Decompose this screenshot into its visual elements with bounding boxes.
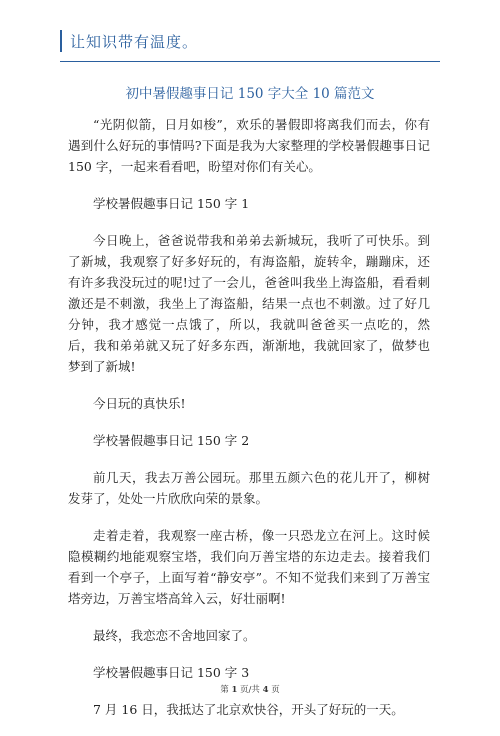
- paragraph: 今日玩的真快乐!: [93, 396, 186, 411]
- footer-total-pages: 4: [262, 685, 269, 695]
- paragraph: 今日晚上，爸爸说带我和弟弟去新城玩，我听了可快乐。到了新城，我观察了好多好玩的，有海盗船，旋转伞，蹦蹦床，还有许多我没玩过的呢!过了一会儿，爸爸叫我坐上海盗船，看看刺激还是不刺激，我坐上了海盗船，结果一点也不刺激。过了好几分钟，我才感觉一点饿了，所以，我就叫爸爸买一点吃的，然后，我和弟弟就又玩了好多东西，渐渐地，我就回家了，做梦也梦到了新城!: [68, 233, 430, 374]
- paragraph: 前几天，我去万善公园玩。那里五颜六色的花儿开了，柳树发芽了，处处一片欣欣向荣的景象。: [68, 470, 430, 506]
- document-body: [68, 114, 430, 736]
- page-header: [60, 30, 198, 52]
- footer-middle: 页/共: [237, 685, 263, 695]
- section-heading-3: 学校暑假趣事日记 150 字 3: [93, 665, 250, 680]
- page-footer: [0, 683, 500, 695]
- header-slogan: 让知识带有温度。: [70, 32, 199, 51]
- footer-suffix: 页: [268, 685, 280, 695]
- paragraph: 走着走着，我观察一座古桥，像一只恐龙立在河上。这时候隐模糊约地能观察宝塔，我们向万善宝塔的东边走去。接着我们看到一个亭子，上面写着“静安亭”。不知不觉我们来到了万善宝塔旁边，万善宝塔高耸入云，好壮丽啊!: [68, 528, 430, 606]
- header-accent-bar: [60, 30, 62, 52]
- header-divider: [60, 61, 440, 62]
- section-heading-1: 学校暑假趣事日记 150 字 1: [93, 196, 250, 211]
- intro-paragraph: “光阴似箭，日月如梭”，欢乐的暑假即将离我们而去，你有遇到什么好玩的事情吗?下面是我为大家整理的学校暑假趣事日记 150 字，一起来看看吧，盼望对你们有关心。: [68, 117, 430, 174]
- section-heading-2: 学校暑假趣事日记 150 字 2: [93, 433, 250, 448]
- paragraph: 7 月 16 日，我抵达了北京欢快谷，开头了好玩的一天。: [93, 702, 404, 717]
- document-title: 初中暑假趣事日记 150 字大全 10 篇范文: [125, 86, 375, 102]
- paragraph: 最终，我恋恋不舍地回家了。: [93, 628, 256, 643]
- footer-page-number: 1: [231, 685, 238, 695]
- footer-prefix: 第: [220, 685, 232, 695]
